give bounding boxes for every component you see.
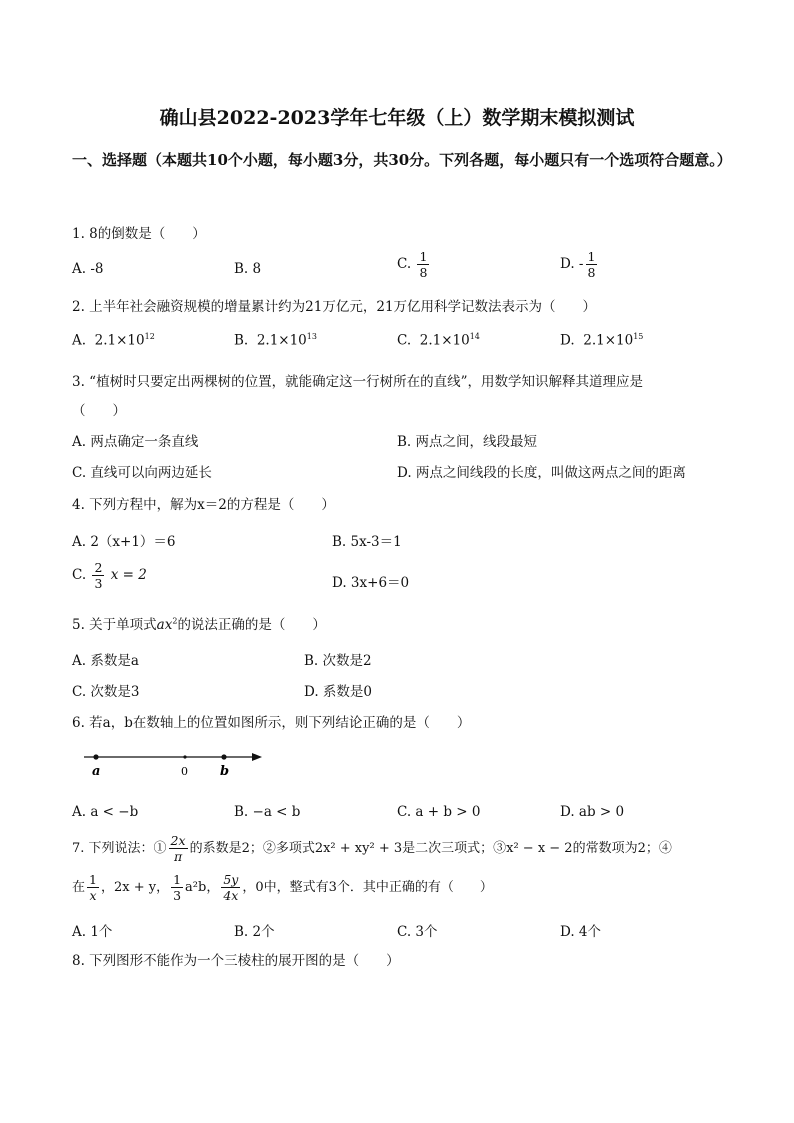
q2-option-b: B. $2.1\times 10^{13}$: [234, 332, 317, 349]
q6-option-d: D. ab > 0: [560, 804, 625, 820]
q6-option-c: C. a + b > 0: [397, 804, 481, 820]
question-1-stem: 1. 8的倒数是（ ）: [72, 226, 206, 242]
q5-option-d: D. 系数是0: [304, 684, 373, 700]
q7-option-a: A. 1个: [72, 924, 113, 940]
q1-d-label: D. -: [560, 256, 584, 272]
q3-option-c: C. 直线可以向两边延长: [72, 465, 212, 481]
q1-option-b: B. 8: [234, 261, 262, 277]
point-b: [221, 754, 226, 759]
q3-option-a: A. 两点确定一条直线: [72, 434, 199, 450]
label-b: b: [220, 764, 230, 779]
label-origin: 0: [181, 765, 188, 778]
page-title: 确山县2022-2023学年七年级（上）数学期末模拟测试: [159, 107, 635, 129]
question-5-stem: 5. 关于单项式$ax^2$的说法正确的是（ ）: [72, 616, 326, 633]
q3-option-d: D. 两点之间线段的长度，叫做这两点之间的距离: [397, 465, 686, 481]
number-line-arrow: [252, 753, 262, 761]
q2-option-a: A. $2.1\times 10^{12}$: [72, 332, 155, 349]
q1-c-label: C.: [397, 256, 412, 272]
q2-option-d: D. $2.1\times 10^{15}$: [560, 332, 644, 349]
q7-fraction-1: $\frac{2x}{\pi}$: [170, 833, 186, 864]
question-4-stem: 4. 下列方程中，解为x＝2的方程是（ ）: [72, 497, 335, 513]
q5-option-a: A. 系数是a: [72, 653, 139, 669]
q5-option-c: C. 次数是3: [72, 684, 140, 700]
q7-option-d: D. 4个: [560, 924, 602, 940]
question-8-stem: 8. 下列图形不能作为一个三棱柱的展开图的是（ ）: [72, 953, 400, 969]
question-6-stem: 6. 若a，b在数轴上的位置如图所示，则下列结论正确的是（ ）: [72, 715, 471, 731]
question-3-stem: 3. “植树时只要定出两棵树的位置，就能确定这一行树所在的直线”，用数学知识解释其道理应是: [72, 374, 643, 390]
question-3-stem-cont: （ ）: [72, 403, 126, 419]
q1-d-fraction: $\frac{1}{8}$: [587, 249, 596, 280]
label-a: a: [92, 764, 101, 779]
q5-option-b: B. 次数是2: [304, 653, 372, 669]
q4-option-a: A. 2（x+1）＝6: [72, 534, 176, 550]
q4-option-d: D. 3x+6＝0: [332, 575, 410, 591]
q4-c-fraction: $\frac{2}{3}$: [94, 560, 103, 591]
q1-option-d: [560, 249, 599, 280]
q2-option-c: C. $2.1\times 10^{14}$: [397, 332, 480, 349]
q1-option-c: [397, 249, 431, 280]
q4-option-b: B. 5x-3＝1: [332, 534, 402, 550]
q1-option-a: A. -8: [72, 261, 104, 277]
point-a: [93, 754, 98, 759]
q4-option-c: C. $\frac{2}{3}$ x = 2: [72, 560, 147, 591]
section-heading: 一、选择题（本题共10个小题，每小题3分，共30分。下列各题，每小题只有一个选项符合题意。）: [72, 151, 732, 169]
q1-c-fraction: $\frac{1}{8}$: [419, 249, 428, 280]
q7-fraction-2: $\frac{1}{x}$: [89, 872, 97, 903]
question-7-line1: 7. 下列说法：① $\frac{2x}{\pi}$ 的系数是2；②多项式2x² + xy² + 3是二次三项式；③x² − x − 2的常数项为2；④: [72, 833, 672, 864]
q6-option-b: B. −a < b: [234, 804, 301, 820]
q7-option-c: C. 3个: [397, 924, 438, 940]
question-2-stem: 2. 上半年社会融资规模的增量累计约为21万亿元，21万亿用科学记数法表示为（ ）: [72, 299, 597, 315]
q7-fraction-3: $\frac{1}{3}$: [173, 872, 182, 903]
q7-option-b: B. 2个: [234, 924, 275, 940]
question-7-line2: 在 $\frac{1}{x}$ ，2x + y， $\frac{1}{3}$ a²b， $\frac{5y}{4x}$ ，0中，整式有3个．其中正确的有（ ）: [72, 872, 493, 903]
number-line-figure: [78, 745, 268, 785]
q6-option-a: A. a < −b: [72, 804, 139, 820]
q3-option-b: B. 两点之间，线段最短: [397, 434, 538, 450]
point-origin: [183, 755, 186, 758]
q7-fraction-4: $\frac{5y}{4x}$: [223, 872, 239, 903]
